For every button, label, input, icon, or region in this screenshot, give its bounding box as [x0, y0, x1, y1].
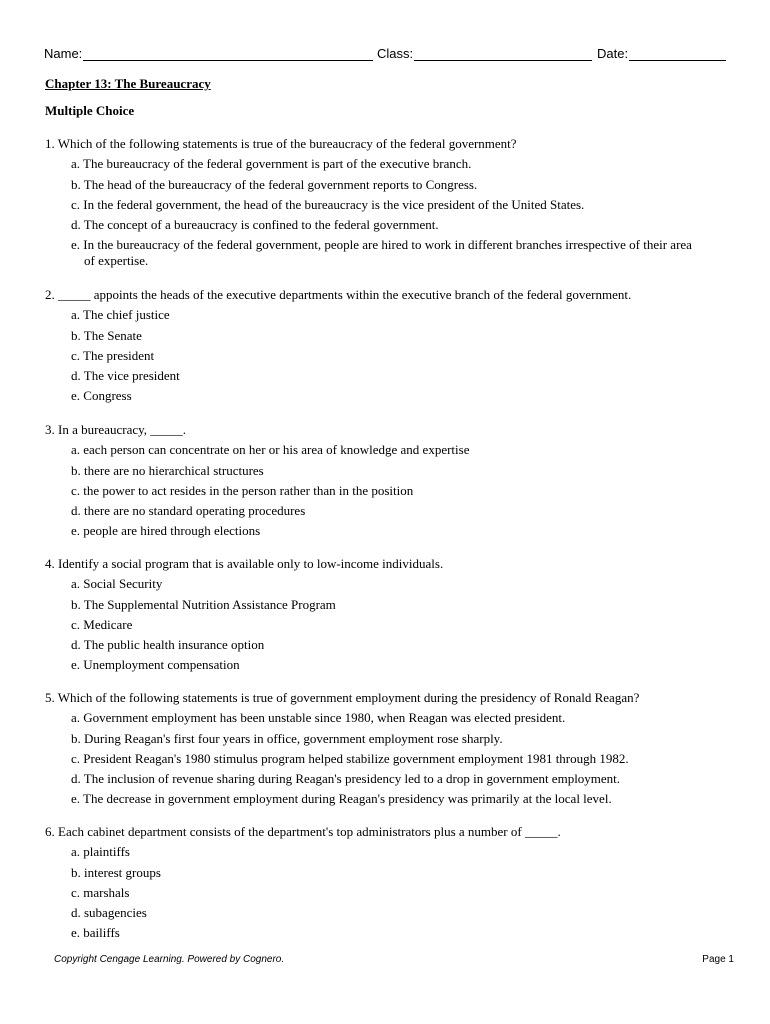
option-d: d. The public health insurance option — [71, 637, 265, 653]
option-b: b. The Senate — [71, 327, 142, 343]
option-d: d. subagencies — [71, 905, 147, 921]
option-d: d. there are no standard operating procedures — [71, 503, 306, 519]
section-title: Multiple Choice — [45, 103, 135, 118]
name-label: Name: — [44, 46, 83, 61]
option-d: d. The inclusion of revenue sharing during Reagan's presidency led to a drop in government employment. — [71, 771, 621, 787]
option-c: c. The president — [71, 347, 155, 363]
option-e: e. Unemployment compensation — [71, 657, 240, 673]
date-blank-line[interactable] — [629, 46, 726, 61]
option-b: b. During Reagan's first four years in office, government employment rose sharply. — [71, 730, 503, 746]
question-stem: 3. In a bureaucracy, _____. — [45, 422, 187, 437]
option-c: c. In the federal government, the head of the bureaucracy is the vice president of the United States. — [71, 196, 585, 212]
question-stem: 1. Which of the following statements is true of the bureaucracy of the federal government? — [45, 136, 517, 151]
option-c: c. Medicare — [71, 616, 133, 632]
option-list — [45, 710, 735, 807]
option-a: a. Social Security — [71, 576, 163, 592]
option-c: c. marshals — [71, 884, 130, 900]
class-label: Class: — [377, 46, 414, 61]
class-blank-line[interactable] — [414, 46, 592, 61]
option-list — [45, 576, 735, 673]
chapter-title: Chapter 13: The Bureaucracy — [45, 76, 211, 91]
option-list — [45, 844, 735, 941]
option-b: b. The head of the bureaucracy of the federal government reports to Congress. — [71, 176, 478, 192]
option-d: d. The concept of a bureaucracy is confined to the federal government. — [71, 217, 439, 233]
class-field[interactable] — [377, 46, 592, 61]
date-label: Date: — [597, 46, 629, 61]
question-4 — [45, 556, 735, 673]
option-a: a. The bureaucracy of the federal government is part of the executive branch. — [71, 156, 472, 172]
option-list — [45, 307, 735, 404]
student-info-header — [44, 46, 726, 64]
option-b: b. there are no hierarchical structures — [71, 462, 264, 478]
option-a: a. each person can concentrate on her or his area of knowledge and expertise — [71, 442, 470, 458]
option-c: c. President Reagan's 1980 stimulus program helped stabilize government employment 1981 through 1982. — [71, 750, 629, 766]
option-e: e. The decrease in government employment during Reagan's presidency was primarily at the local level. — [71, 791, 612, 807]
option-e: e. Congress — [71, 388, 132, 404]
date-field[interactable] — [597, 46, 726, 61]
name-blank-line[interactable] — [83, 46, 373, 61]
option-a: a. Government employment has been unstable since 1980, when Reagan was elected president. — [71, 710, 566, 726]
question-5 — [45, 690, 735, 807]
option-d: d. The vice president — [71, 368, 180, 384]
name-field[interactable] — [44, 46, 373, 61]
question-2 — [45, 287, 735, 404]
question-3 — [45, 422, 735, 539]
option-c: c. the power to act resides in the person rather than in the position — [71, 482, 414, 498]
question-stem: 2. _____ appoints the heads of the executive departments within the executive branch of the federal government. — [45, 287, 632, 302]
page-number: Page 1 — [702, 954, 734, 965]
option-b: b. The Supplemental Nutrition Assistance Program — [71, 596, 336, 612]
copyright-notice: Copyright Cengage Learning. Powered by Cognero. — [54, 954, 285, 965]
option-e: e. In the bureaucracy of the federal government, people are hired to work in different branches irrespective of their area of expertise. — [71, 237, 692, 269]
question-stem: 6. Each cabinet department consists of the department's top administrators plus a number of _____. — [45, 824, 561, 839]
question-stem: 4. Identify a social program that is available only to low-income individuals. — [45, 556, 444, 571]
question-6 — [45, 824, 735, 941]
question-1 — [45, 136, 735, 269]
option-list — [45, 442, 735, 539]
option-list — [45, 156, 735, 269]
question-stem: 5. Which of the following statements is true of government employment during the presidency of Ronald Reagan? — [45, 690, 640, 705]
option-a: a. The chief justice — [71, 307, 170, 323]
option-b: b. interest groups — [71, 864, 161, 880]
option-e: e. people are hired through elections — [71, 523, 261, 539]
option-e: e. bailiffs — [71, 925, 120, 941]
option-a: a. plaintiffs — [71, 844, 130, 860]
